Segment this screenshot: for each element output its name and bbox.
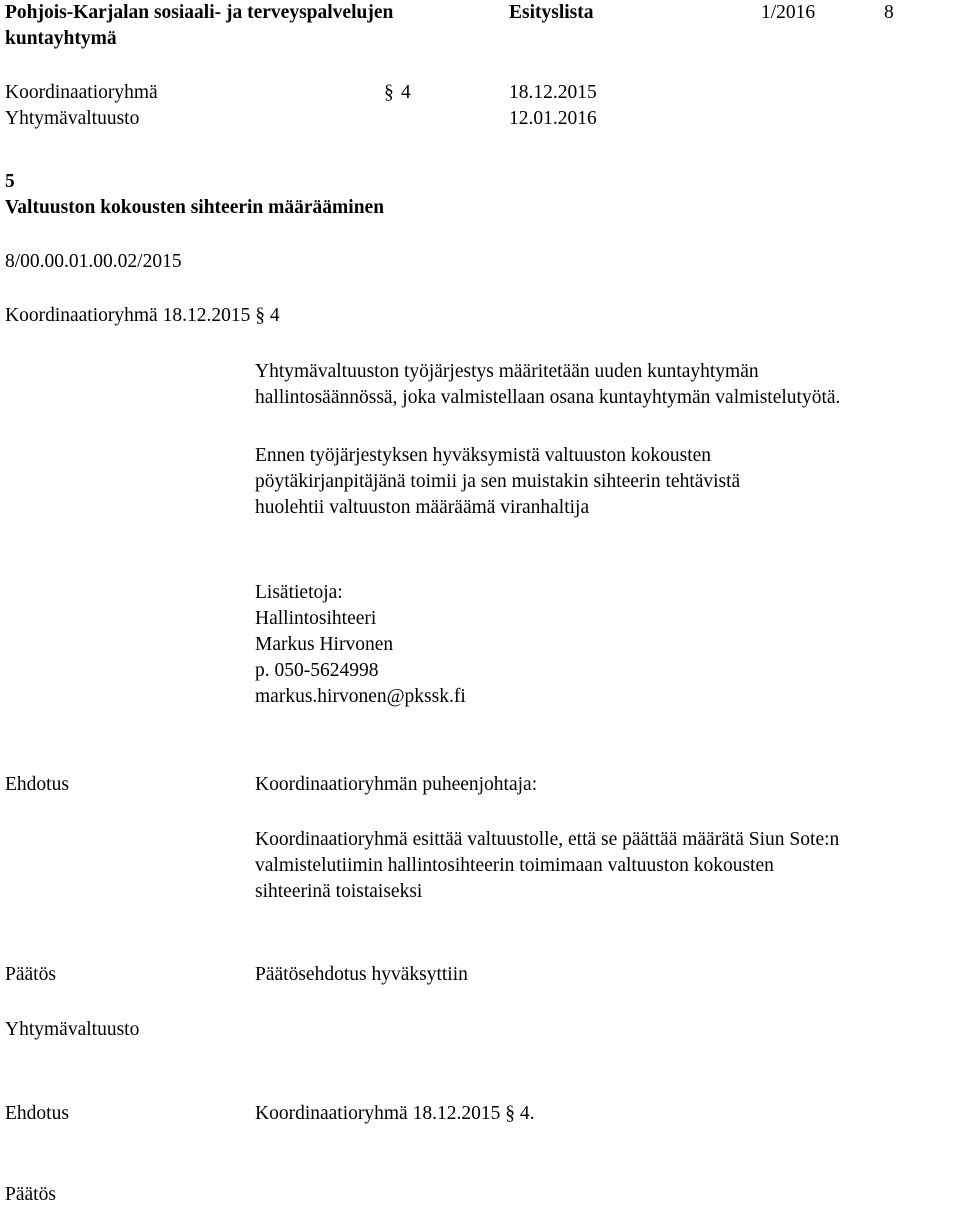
background-paragraph-2	[255, 443, 740, 521]
meeting-date-1: 18.12.2015	[509, 82, 597, 103]
section-symbol: §	[505, 1103, 515, 1124]
contact-email: markus.hirvonen@pkssk.fi	[255, 686, 466, 707]
background-paragraph-1	[255, 359, 840, 411]
contact-name: Markus Hirvonen	[255, 634, 394, 655]
paragraph-line: Yhtymävaltuuston työjärjestys määritetään uuden kuntayhtymän	[255, 361, 759, 382]
document-type: Esityslista	[509, 2, 594, 23]
contact-heading: Lisätietoja:	[255, 582, 343, 603]
paragraph-line: huolehtii valtuuston määräämä viranhaltija	[255, 497, 590, 518]
organization-name-line2: kuntayhtymä	[5, 28, 117, 49]
organization-name-line1: Pohjois-Karjalan sosiaali- ja terveyspalvelujen	[5, 2, 394, 23]
meeting-body-1: Koordinaatioryhmä	[5, 82, 158, 103]
preparation-body-date: Koordinaatioryhmä 18.12.2015	[5, 305, 251, 326]
decision-text: Päätösehdotus hyväksyttiin	[255, 964, 468, 985]
meeting-section-1: 4	[401, 82, 411, 103]
council-heading: Yhtymävaltuusto	[5, 1019, 140, 1040]
contact-title: Hallintosihteeri	[255, 608, 377, 629]
record-id: 8/00.00.01.00.02/2015	[5, 251, 182, 272]
page-number: 8	[884, 2, 894, 23]
contact-info	[255, 580, 466, 710]
paragraph-line: sihteerinä toistaiseksi	[255, 881, 423, 902]
council-proposal-reference	[255, 1101, 534, 1127]
paragraph-line: Ennen työjärjestyksen hyväksymistä valtuuston kokousten	[255, 445, 712, 466]
council-decision-label: Päätös	[5, 1184, 56, 1205]
preparation-reference	[5, 303, 280, 329]
section-symbol: §	[384, 82, 394, 103]
proposal-label: Ehdotus	[5, 774, 69, 795]
paragraph-line: valmistelutiimin hallintosihteerin toimimaan valtuuston kokousten	[255, 855, 774, 876]
meeting-date-2: 12.01.2016	[509, 108, 597, 129]
paragraph-line: pöytäkirjanpitäjänä toimii ja sen muistakin sihteerin tehtävistä	[255, 471, 741, 492]
preparation-section: 4	[269, 305, 280, 326]
proposal-presenter: Koordinaatioryhmän puheenjohtaja:	[255, 774, 538, 795]
document-number: 1/2016	[761, 2, 816, 23]
paragraph-line: hallintosäännössä, joka valmistellaan osana kuntayhtymän valmistelutyötä.	[255, 387, 841, 408]
council-proposal-body-date: Koordinaatioryhmä 18.12.2015	[255, 1103, 501, 1124]
decision-label: Päätös	[5, 964, 56, 985]
agenda-item-title: Valtuuston kokousten sihteerin määrääminen	[5, 197, 385, 218]
section-symbol: §	[255, 305, 265, 326]
paragraph-line: Koordinaatioryhmä esittää valtuustolle, että se päättää määrätä Siun Sote:n	[255, 829, 840, 850]
contact-phone: p. 050-5624998	[255, 660, 379, 681]
proposal-text	[255, 827, 839, 905]
agenda-item-number: 5	[5, 171, 15, 192]
meeting-body-2: Yhtymävaltuusto	[5, 108, 140, 129]
council-proposal-label: Ehdotus	[5, 1103, 69, 1124]
council-proposal-section: 4.	[519, 1103, 535, 1124]
